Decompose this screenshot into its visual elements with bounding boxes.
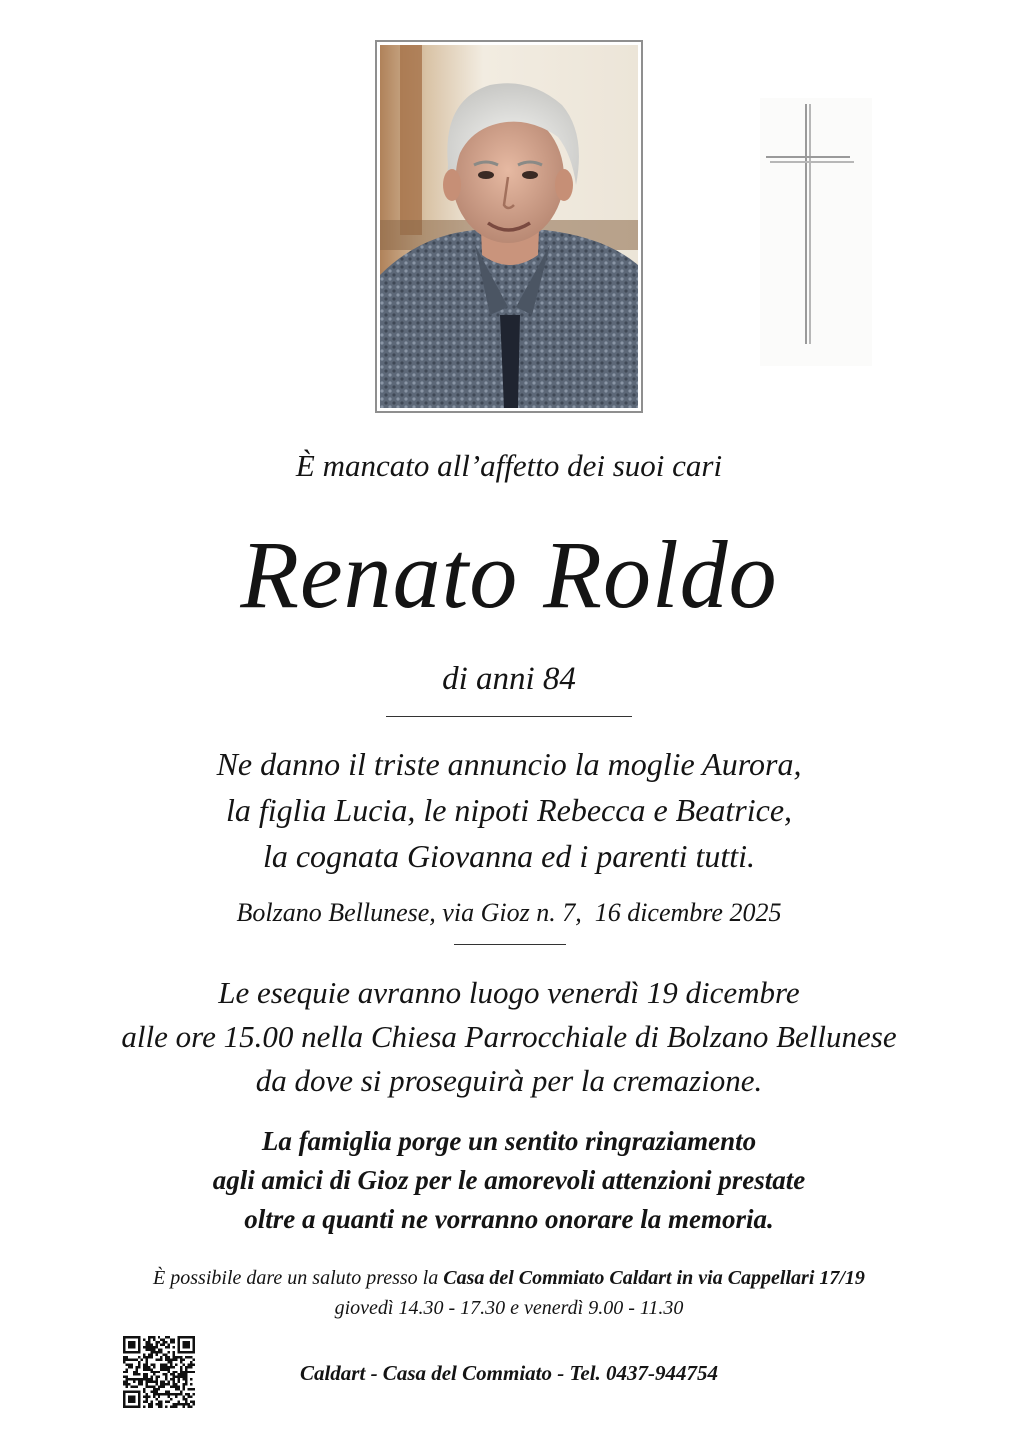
visit-line <box>0 1263 1018 1293</box>
place-date <box>0 898 1018 928</box>
funeral-line: Le esequie avranno luogo venerdì 19 dicembre <box>218 975 800 1010</box>
thanks-line: oltre a quanti ne vorranno onorare la memoria. <box>244 1204 774 1234</box>
visit-place: Casa del Commiato Caldart in via Cappellari 17/19 <box>443 1267 865 1289</box>
funeral-block <box>0 971 1018 1103</box>
announcement-line: la cognata Giovanna ed i parenti tutti. <box>262 838 756 874</box>
thanks-block <box>0 1122 1018 1239</box>
cross-icon <box>760 98 872 366</box>
footer-contact: Caldart - Casa del Commiato - Tel. 0437-944754 <box>299 1361 719 1385</box>
visit-hours: giovedì 14.30 - 17.30 e venerdì 9.00 - 11.30 <box>334 1297 684 1319</box>
announcement-line: la figlia Lucia, le nipoti Rebecca e Beatrice, <box>225 792 793 828</box>
intro-text: È mancato all’affetto dei suoi cari <box>295 448 723 483</box>
visit-prefix: È possibile dare un saluto presso la <box>153 1267 444 1289</box>
place-date-text: Bolzano Bellunese, via Gioz n. 7, 16 dicembre 2025 <box>236 898 782 927</box>
portrait-photo <box>380 45 638 408</box>
announcement-block <box>0 741 1018 879</box>
deceased-name: Renato Roldo <box>240 521 778 628</box>
visit-block <box>0 1263 1018 1323</box>
thanks-line: agli amici di Gioz per le amorevoli attenzioni prestate <box>212 1165 806 1195</box>
funeral-line: alle ore 15.00 nella Chiesa Parrocchiale di Bolzano Bellunese <box>121 1019 897 1054</box>
thanks-line: La famiglia porge un sentito ringraziamento <box>261 1126 757 1156</box>
funeral-line: da dove si proseguirà per la cremazione. <box>255 1063 763 1098</box>
announcement-line: Ne danno il triste annuncio la moglie Aurora, <box>216 746 802 782</box>
divider <box>454 944 566 945</box>
portrait-frame <box>375 40 643 413</box>
age-text: di anni 84 <box>442 661 576 697</box>
divider <box>386 716 632 717</box>
